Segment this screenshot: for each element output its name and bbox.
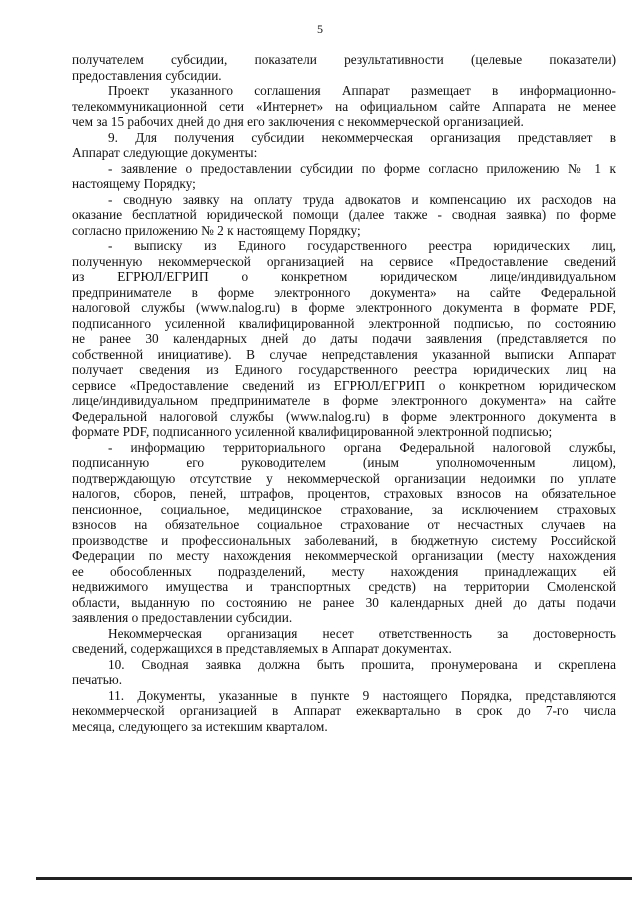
text-line: - заявление о предоставлении субсидии по форме согласно приложению № 1 к — [108, 160, 616, 176]
text-line: предоставления субсидии. — [72, 67, 222, 83]
text-line: Проект указанного соглашения Аппарат размещает в информационно- — [108, 83, 616, 98]
text-line: недвижимого имущества и транспортных средств) на территории Смоленской — [72, 579, 616, 594]
text-line: пенсионное, социальное, медицинское страхование, за исключением страховых — [72, 501, 616, 517]
text-line: 10. Сводная заявка должна быть прошита, пронумерована и скреплена — [108, 656, 616, 672]
text-line: собственной инициативе). В случае непредставления указанной выписки Аппарат — [72, 346, 616, 362]
text-line: налогов, сборов, пеней, штрафов, процентов, страховых взносов на обязательное — [72, 486, 616, 501]
text-line: согласно приложению № 2 к настоящему Порядку; — [72, 222, 361, 238]
text-line: Федерации по месту нахождения некоммерческой организации (месту нахождения — [72, 548, 616, 563]
text-line: месяца, следующего за истекшим кварталом. — [72, 718, 328, 734]
text-line: Федеральной налоговой службы (www.nalog.ru) в форме электронного документа в — [72, 408, 616, 424]
text-line: предпринимателе в форме электронного документа» на сайте Федеральной — [72, 284, 616, 300]
text-line: - выписку из Единого государственного реестра юридических лиц, — [108, 238, 616, 253]
text-line: формате PDF, подписанного усиленной квалифицированной электронной подписью; — [72, 424, 553, 439]
text-line: подписанного усиленной квалифицированной электронной подписью, по состоянию — [72, 315, 616, 331]
text-line: 11. Документы, указанные в пункте 9 настоящего Порядка, представляются — [108, 687, 616, 703]
text-line: получателем субсидии, показатели результативности (целевые показатели) — [72, 52, 616, 67]
text-line: чем за 15 рабочих дней до дня его заключения с некоммерческой организацией. — [72, 114, 524, 129]
text-line: не ранее 30 календарных дней до даты подачи заявления (представляется по — [72, 331, 616, 346]
text-line: полученную некоммерческой организацией на сервисе «Предоставление сведений — [72, 253, 616, 269]
text-line: настоящему Порядку; — [72, 176, 196, 191]
page-number: 5 — [317, 22, 323, 36]
text-line: Некоммерческая организация несет ответственность за достоверность — [108, 625, 616, 641]
text-line: сервисе «Предоставление сведений из ЕГРЮЛ/ЕГРИП о конкретном юридическом — [72, 377, 616, 393]
text-line: телекоммуникационной сети «Интернет» на официальном сайте Аппарата не менее — [72, 98, 616, 114]
text-line: оказание бесплатной юридической помощи (далее также - сводная заявка) по форме — [72, 207, 616, 222]
text-line: подтверждающую отсутствие у некоммерческой организации недоимки по уплате — [72, 470, 616, 486]
text-line: производстве и профессиональных заболеваний, в бюджетную систему Российской — [72, 532, 616, 548]
text-line: лице/индивидуальном предпринимателе в форме электронного документа» на сайте — [72, 393, 616, 408]
text-line: получает сведения из Единого государственного реестра юридических лиц на — [72, 362, 616, 377]
text-line: ее обособленных подразделений, месту нахождения принадлежащих ей — [72, 563, 616, 579]
text-line: налоговой службы (www.nalog.ru) в форме электронного документа в формате PDF, — [72, 300, 616, 315]
text-line: - информацию территориального органа Федеральной налоговой службы, — [108, 439, 616, 455]
text-line: области, выданную по состоянию не ранее 30 календарных дней до даты подачи — [72, 594, 616, 610]
document-body — [72, 52, 616, 734]
text-line: - сводную заявку на оплату труда адвокатов и компенсацию их расходов на — [108, 191, 616, 207]
text-line: печатью. — [72, 672, 123, 687]
text-line: Аппарат следующие документы: — [72, 145, 258, 160]
text-line: подписанную его руководителем (иным уполномоченным лицом), — [72, 455, 616, 470]
text-line: из ЕГРЮЛ/ЕГРИП о конкретном юридическом лице/индивидуальном — [72, 269, 616, 284]
text-line: взносов на обязательное социальное страхование от несчастных случаев на — [72, 517, 616, 532]
text-line: 9. Для получения субсидии некоммерческая организация представляет в — [108, 129, 616, 145]
text-line: сведений, содержащихся в представляемых в Аппарат документах. — [72, 641, 452, 656]
text-line: некоммерческой организацией в Аппарат ежеквартально в срок до 7-го числа — [72, 703, 616, 718]
text-line: заявления о предоставлении субсидии. — [72, 610, 293, 625]
bottom-divider — [36, 877, 632, 880]
